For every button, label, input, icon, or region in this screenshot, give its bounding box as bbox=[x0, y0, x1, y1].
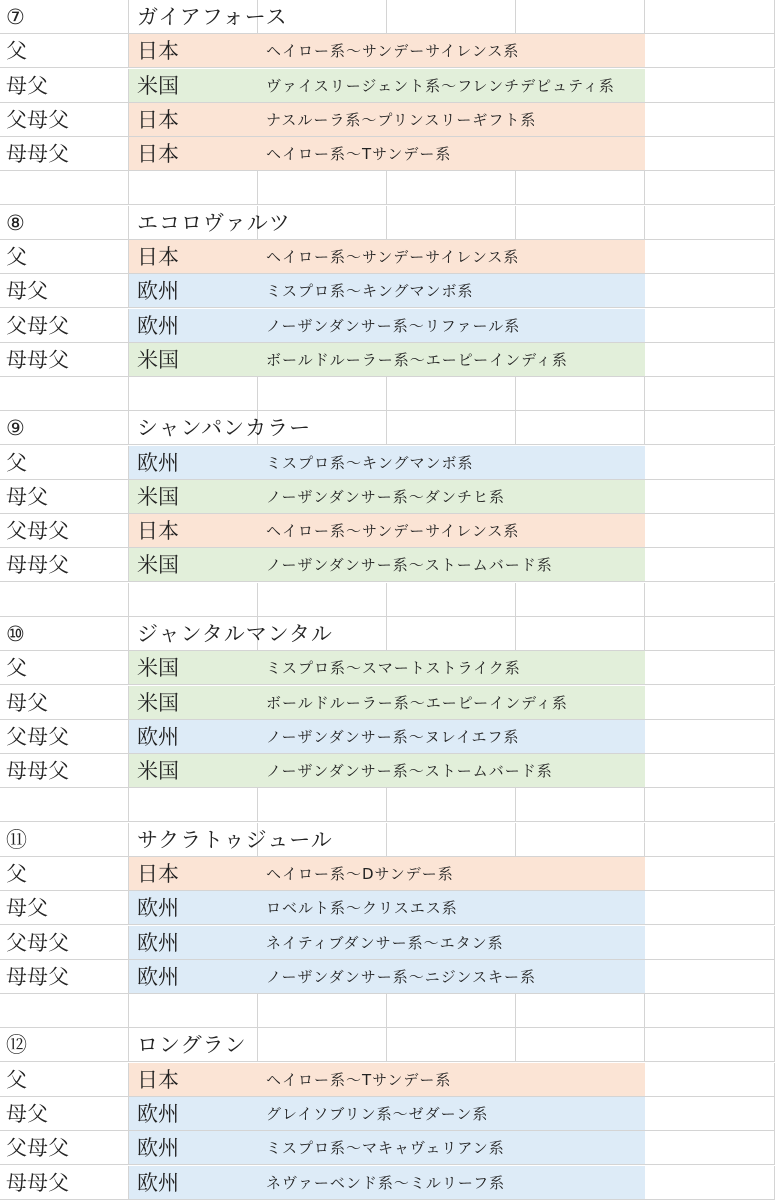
pedigree-row bbox=[0, 343, 775, 377]
grid-cell[interactable] bbox=[645, 686, 775, 720]
grid-cell[interactable] bbox=[258, 1028, 387, 1062]
grid-cell[interactable] bbox=[645, 206, 775, 240]
relation-label: 父母父 bbox=[6, 931, 69, 955]
grid-cell[interactable] bbox=[645, 926, 775, 960]
relation-label: 父 bbox=[6, 1068, 27, 1092]
sire-line: ヘイロー系〜Dサンデー系 bbox=[266, 865, 454, 883]
horse-number: ⑪ bbox=[6, 828, 27, 852]
pedigree-row bbox=[0, 720, 775, 754]
pedigree-row bbox=[0, 69, 775, 103]
sire-line: ボールドルーラー系〜エーピーインディ系 bbox=[266, 351, 568, 369]
grid-cell[interactable] bbox=[645, 891, 775, 925]
horse-number: ⑫ bbox=[6, 1033, 27, 1057]
grid-cell[interactable] bbox=[645, 343, 775, 377]
grid-cell[interactable] bbox=[0, 994, 129, 1028]
region-label: 米国 bbox=[137, 348, 179, 372]
horse-header-row bbox=[0, 617, 775, 651]
pedigree-row bbox=[0, 686, 775, 720]
sire-line: ノーザンダンサー系〜ストームバード系 bbox=[266, 556, 553, 574]
sire-line: ネイティブダンサー系〜エタン系 bbox=[266, 934, 504, 952]
horse-header-row bbox=[0, 0, 775, 34]
grid-cell[interactable] bbox=[516, 788, 645, 822]
pedigree-row bbox=[0, 309, 775, 343]
grid-cell[interactable] bbox=[129, 583, 258, 617]
grid-cell[interactable] bbox=[645, 823, 775, 857]
region-label: 欧州 bbox=[137, 931, 179, 955]
grid-cell[interactable] bbox=[645, 103, 775, 137]
region-label: 欧州 bbox=[137, 896, 179, 920]
grid-cell[interactable] bbox=[645, 788, 775, 822]
region-label: 欧州 bbox=[137, 279, 179, 303]
sire-line: ノーザンダンサー系〜ダンチヒ系 bbox=[266, 488, 505, 506]
grid-cell[interactable] bbox=[129, 788, 258, 822]
grid-cell[interactable] bbox=[645, 960, 775, 994]
relation-label: 父母父 bbox=[6, 314, 69, 338]
grid-cell[interactable] bbox=[645, 857, 775, 891]
region-label: 欧州 bbox=[137, 965, 179, 989]
grid-cell[interactable] bbox=[387, 823, 516, 857]
grid-cell[interactable] bbox=[645, 514, 775, 548]
relation-label: 母父 bbox=[6, 279, 48, 303]
grid-cell[interactable] bbox=[387, 788, 516, 822]
grid-cell[interactable] bbox=[387, 377, 516, 411]
horse-number: ⑩ bbox=[6, 622, 25, 646]
grid-cell[interactable] bbox=[645, 69, 775, 103]
grid-cell[interactable] bbox=[645, 1063, 775, 1097]
pedigree-row bbox=[0, 480, 775, 514]
sire-line: ヘイロー系〜サンデーサイレンス系 bbox=[266, 248, 520, 266]
grid-cell[interactable] bbox=[0, 788, 129, 822]
horse-name: ジャンタルマンタル bbox=[137, 622, 333, 646]
pedigree-row bbox=[0, 926, 775, 960]
relation-label: 母父 bbox=[6, 74, 48, 98]
grid-cell[interactable] bbox=[129, 994, 258, 1028]
relation-label: 父 bbox=[6, 862, 27, 886]
pedigree-row bbox=[0, 446, 775, 480]
sire-line: ミスプロ系〜スマートストライク系 bbox=[266, 659, 521, 677]
grid-cell[interactable] bbox=[129, 171, 258, 205]
grid-cell[interactable] bbox=[0, 377, 129, 411]
horse-header-row bbox=[0, 206, 775, 240]
horse-header-row bbox=[0, 411, 775, 445]
grid-cell[interactable] bbox=[0, 583, 129, 617]
grid-cell[interactable] bbox=[645, 171, 775, 205]
pedigree-row bbox=[0, 1097, 775, 1131]
region-label: 日本 bbox=[137, 108, 179, 132]
grid-cell[interactable] bbox=[645, 34, 775, 68]
grid-cell[interactable] bbox=[387, 411, 516, 445]
grid-cell[interactable] bbox=[645, 377, 775, 411]
spacer-row bbox=[0, 583, 775, 617]
sire-line: ミスプロ系〜キングマンボ系 bbox=[266, 282, 474, 300]
horse-name: シャンパンカラー bbox=[137, 416, 312, 440]
relation-label: 父 bbox=[6, 39, 27, 63]
relation-label: 母父 bbox=[6, 691, 48, 715]
pedigree-row bbox=[0, 274, 775, 308]
horse-header-row bbox=[0, 823, 775, 857]
pedigree-row bbox=[0, 891, 775, 925]
sire-line: ミスプロ系〜キングマンボ系 bbox=[266, 454, 474, 472]
grid-cell[interactable] bbox=[387, 583, 516, 617]
grid-cell[interactable] bbox=[258, 788, 387, 822]
grid-cell[interactable] bbox=[645, 137, 775, 171]
pedigree-row bbox=[0, 857, 775, 891]
region-label: 米国 bbox=[137, 553, 179, 577]
sire-line: ナスルーラ系〜プリンスリーギフト系 bbox=[266, 111, 537, 129]
horse-number: ⑨ bbox=[6, 416, 25, 440]
grid-cell[interactable] bbox=[516, 823, 645, 857]
relation-label: 父 bbox=[6, 245, 27, 269]
horse-name: ガイアフォース bbox=[137, 5, 288, 29]
grid-cell[interactable] bbox=[129, 377, 258, 411]
grid-cell[interactable] bbox=[645, 651, 775, 685]
relation-label: 母父 bbox=[6, 485, 48, 509]
grid-cell[interactable] bbox=[645, 720, 775, 754]
grid-cell[interactable] bbox=[258, 583, 387, 617]
grid-cell[interactable] bbox=[387, 0, 516, 34]
region-label: 日本 bbox=[137, 1068, 179, 1092]
region-label: 日本 bbox=[137, 245, 179, 269]
horse-number: ⑧ bbox=[6, 211, 25, 235]
relation-label: 母父 bbox=[6, 896, 48, 920]
pedigree-row bbox=[0, 103, 775, 137]
relation-label: 母母父 bbox=[6, 553, 69, 577]
grid-cell[interactable] bbox=[645, 548, 775, 582]
spacer-row bbox=[0, 171, 775, 205]
region-label: 欧州 bbox=[137, 725, 179, 749]
region-label: 欧州 bbox=[137, 314, 179, 338]
grid-cell[interactable] bbox=[645, 1028, 775, 1062]
relation-label: 母母父 bbox=[6, 142, 69, 166]
sire-line: ノーザンダンサー系〜ヌレイエフ系 bbox=[266, 728, 520, 746]
pedigree-row bbox=[0, 754, 775, 788]
sire-line: ヘイロー系〜Tサンデー系 bbox=[266, 1071, 452, 1089]
grid-cell[interactable] bbox=[387, 171, 516, 205]
horse-header-row bbox=[0, 1028, 775, 1062]
grid-cell[interactable] bbox=[387, 1028, 516, 1062]
pedigree-row bbox=[0, 34, 775, 68]
region-label: 米国 bbox=[137, 485, 179, 509]
grid-cell[interactable] bbox=[645, 0, 775, 34]
pedigree-row bbox=[0, 137, 775, 171]
grid-cell[interactable] bbox=[645, 583, 775, 617]
relation-label: 母母父 bbox=[6, 759, 69, 783]
region-label: 日本 bbox=[137, 862, 179, 886]
relation-label: 父母父 bbox=[6, 108, 69, 132]
grid-cell[interactable] bbox=[645, 309, 775, 343]
grid-cell[interactable] bbox=[645, 274, 775, 308]
pedigree-row bbox=[0, 548, 775, 582]
grid-cell[interactable] bbox=[387, 206, 516, 240]
horse-name: ロングラン bbox=[137, 1033, 247, 1057]
pedigree-row bbox=[0, 960, 775, 994]
spacer-row bbox=[0, 994, 775, 1028]
sire-line: ノーザンダンサー系〜リファール系 bbox=[266, 317, 521, 335]
grid-cell[interactable] bbox=[516, 1028, 645, 1062]
relation-label: 父母父 bbox=[6, 725, 69, 749]
horse-name: エコロヴァルツ bbox=[137, 211, 291, 235]
grid-cell[interactable] bbox=[645, 1166, 775, 1200]
sire-line: グレイソブリン系〜ゼダーン系 bbox=[266, 1105, 489, 1123]
spacer-row bbox=[0, 377, 775, 411]
grid-cell[interactable] bbox=[387, 994, 516, 1028]
region-label: 米国 bbox=[137, 691, 179, 715]
relation-label: 母母父 bbox=[6, 1171, 69, 1195]
sire-line: ノーザンダンサー系〜ニジンスキー系 bbox=[266, 968, 536, 986]
pedigree-row bbox=[0, 651, 775, 685]
grid-cell[interactable] bbox=[645, 411, 775, 445]
region-label: 日本 bbox=[137, 39, 179, 63]
sire-line: ボールドルーラー系〜エーピーインディ系 bbox=[266, 694, 568, 712]
region-label: 日本 bbox=[137, 142, 179, 166]
sire-line: ヘイロー系〜Tサンデー系 bbox=[266, 145, 452, 163]
grid-cell[interactable] bbox=[516, 617, 645, 651]
grid-cell[interactable] bbox=[258, 994, 387, 1028]
region-label: 米国 bbox=[137, 74, 179, 98]
relation-label: 父 bbox=[6, 451, 27, 475]
sire-line: ロベルト系〜クリスエス系 bbox=[266, 899, 458, 917]
sire-line: ネヴァーベンド系〜ミルリーフ系 bbox=[266, 1174, 506, 1192]
grid-cell[interactable] bbox=[645, 240, 775, 274]
spacer-row bbox=[0, 788, 775, 822]
pedigree-row bbox=[0, 1166, 775, 1200]
relation-label: 父 bbox=[6, 656, 27, 680]
sire-line: ノーザンダンサー系〜ストームバード系 bbox=[266, 762, 553, 780]
grid-cell[interactable] bbox=[516, 994, 645, 1028]
grid-cell[interactable] bbox=[258, 171, 387, 205]
relation-label: 母父 bbox=[6, 1102, 48, 1126]
pedigree-row bbox=[0, 1063, 775, 1097]
pedigree-row bbox=[0, 240, 775, 274]
region-label: 日本 bbox=[137, 519, 179, 543]
region-label: 米国 bbox=[137, 759, 179, 783]
grid-cell[interactable] bbox=[645, 994, 775, 1028]
relation-label: 父母父 bbox=[6, 519, 69, 543]
relation-label: 父母父 bbox=[6, 1136, 69, 1160]
grid-cell[interactable] bbox=[516, 583, 645, 617]
sire-line: ミスプロ系〜マキャヴェリアン系 bbox=[266, 1139, 505, 1157]
horse-name: サクラトゥジュール bbox=[137, 828, 333, 852]
grid-cell[interactable] bbox=[645, 1097, 775, 1131]
region-label: 欧州 bbox=[137, 1171, 179, 1195]
grid-cell[interactable] bbox=[645, 480, 775, 514]
horse-number: ⑦ bbox=[6, 5, 25, 29]
sire-line: ヘイロー系〜サンデーサイレンス系 bbox=[266, 42, 520, 60]
grid-cell[interactable] bbox=[516, 171, 645, 205]
grid-cell[interactable] bbox=[258, 377, 387, 411]
relation-label: 母母父 bbox=[6, 348, 69, 372]
region-label: 欧州 bbox=[137, 451, 179, 475]
grid-cell[interactable] bbox=[0, 171, 129, 205]
grid-cell[interactable] bbox=[645, 754, 775, 788]
grid-cell[interactable] bbox=[645, 617, 775, 651]
grid-cell[interactable] bbox=[516, 206, 645, 240]
grid-cell[interactable] bbox=[387, 617, 516, 651]
relation-label: 母母父 bbox=[6, 965, 69, 989]
grid-cell[interactable] bbox=[516, 0, 645, 34]
grid-cell[interactable] bbox=[516, 411, 645, 445]
sire-line: ヘイロー系〜サンデーサイレンス系 bbox=[266, 522, 520, 540]
region-label: 欧州 bbox=[137, 1136, 179, 1160]
grid-cell[interactable] bbox=[516, 377, 645, 411]
region-label: 米国 bbox=[137, 656, 179, 680]
grid-cell[interactable] bbox=[645, 1131, 775, 1165]
pedigree-row bbox=[0, 1131, 775, 1165]
sire-line: ヴァイスリージェント系〜フレンチデピュティ系 bbox=[266, 77, 615, 95]
pedigree-row bbox=[0, 514, 775, 548]
grid-cell[interactable] bbox=[645, 446, 775, 480]
region-label: 欧州 bbox=[137, 1102, 179, 1126]
